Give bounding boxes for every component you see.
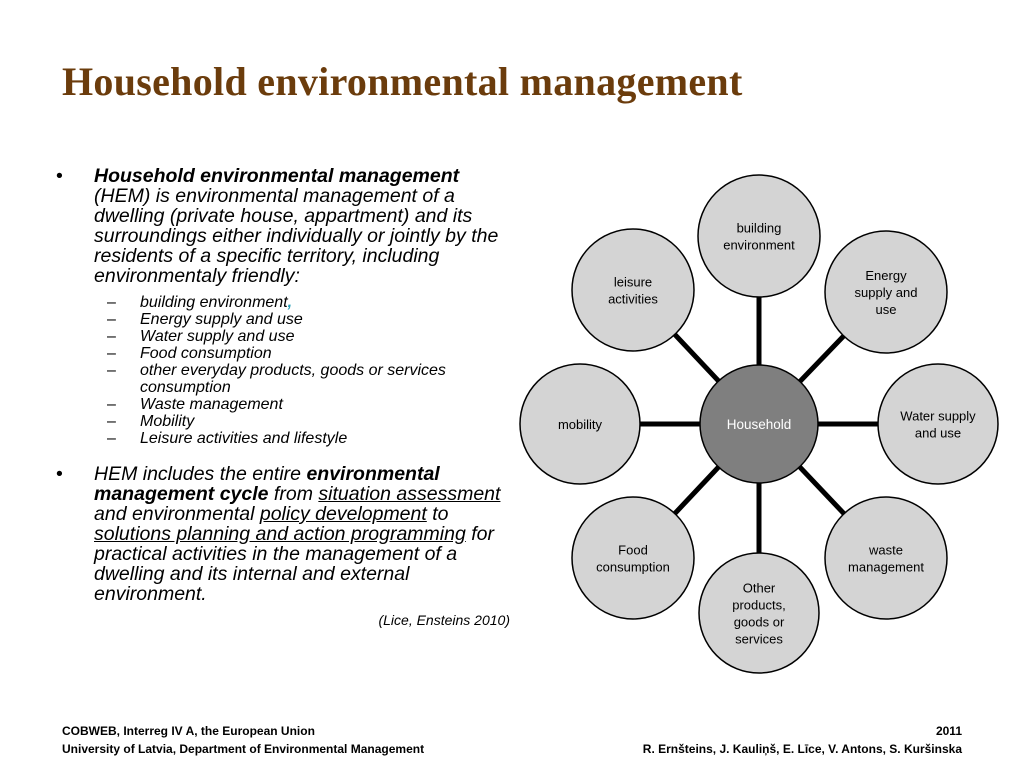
node-label: building — [736, 220, 782, 236]
hem-definition: (HEM) is environmental management of a dwelling (private house, appartment) and its surroundings either individually or jointly by the residents of a specific territory, including environmentaly friendly: — [94, 185, 499, 287]
node-label: environment — [723, 237, 795, 253]
list-item: – Water supply and use — [107, 328, 295, 345]
policy-development: policy development — [259, 503, 427, 525]
node-food — [572, 497, 694, 619]
node-label: activities — [608, 291, 658, 307]
node-water — [878, 364, 998, 484]
center-node-household — [700, 365, 818, 483]
node-label: management — [848, 559, 924, 575]
cycle-term: environmental management cycle — [94, 463, 440, 505]
node-label: and use — [914, 425, 962, 441]
list-item: – other everyday products, goods or services consumption — [107, 362, 446, 396]
node-waste — [825, 497, 947, 619]
node-label: consumption — [596, 559, 670, 575]
footer-department: University of Latvia, Department of Environmental Management — [62, 742, 425, 756]
node-label: Water supply — [900, 408, 976, 424]
slide-title: Household environmental management — [62, 59, 743, 104]
citation: (Lice, Ensteins 2010) — [378, 612, 510, 628]
list-item: – Waste management — [107, 396, 283, 413]
footer-left — [62, 722, 424, 758]
node-label: Other — [742, 580, 776, 596]
footer-authors: R. Ernšteins, J. Kauliņš, E. Līce, V. Antons, S. Kuršinska — [642, 742, 962, 756]
list-item: – Energy supply and use — [107, 311, 303, 328]
node-label: goods or — [733, 614, 785, 630]
node-other — [699, 553, 819, 673]
node-building — [698, 175, 820, 297]
node-energy — [825, 231, 947, 353]
situation-assessment: situation assessment — [318, 483, 501, 505]
bullet-dot: • — [56, 165, 63, 187]
hem-term: Household environmental management — [94, 165, 460, 187]
node-label: supply and — [854, 285, 918, 300]
node-label: waste — [869, 542, 903, 558]
node-label: use — [875, 302, 897, 317]
node-leisure — [572, 229, 694, 351]
footer-project: COBWEB, Interreg IV A, the European Union — [62, 724, 315, 738]
node-label: mobility — [557, 417, 603, 432]
list-item: – Food consumption — [107, 345, 272, 362]
center-label: Household — [726, 417, 792, 432]
footer-year: 2011 — [935, 724, 962, 738]
node-label: Energy — [865, 268, 907, 283]
solutions-planning: solutions planning and action programming — [94, 523, 466, 545]
node-label: Food — [618, 542, 648, 558]
bullet-dot: • — [56, 463, 63, 485]
list-item: – Leisure activities and lifestyle — [107, 430, 348, 447]
node-mobility — [520, 364, 640, 484]
list-item: – building environment, — [107, 294, 293, 311]
list-item: – Mobility — [107, 413, 195, 430]
bullet-hem-cycle: • HEM includes the entire environmental management cycle from situation assessment and environmental policy development to solutions planning and action programming for practical activities in the management of a dwelling and its internal and external environment. — [56, 463, 501, 605]
node-label: leisure — [613, 274, 653, 290]
node-label: products, — [732, 597, 786, 613]
node-label: services — [735, 631, 783, 647]
footer-right — [643, 722, 962, 758]
